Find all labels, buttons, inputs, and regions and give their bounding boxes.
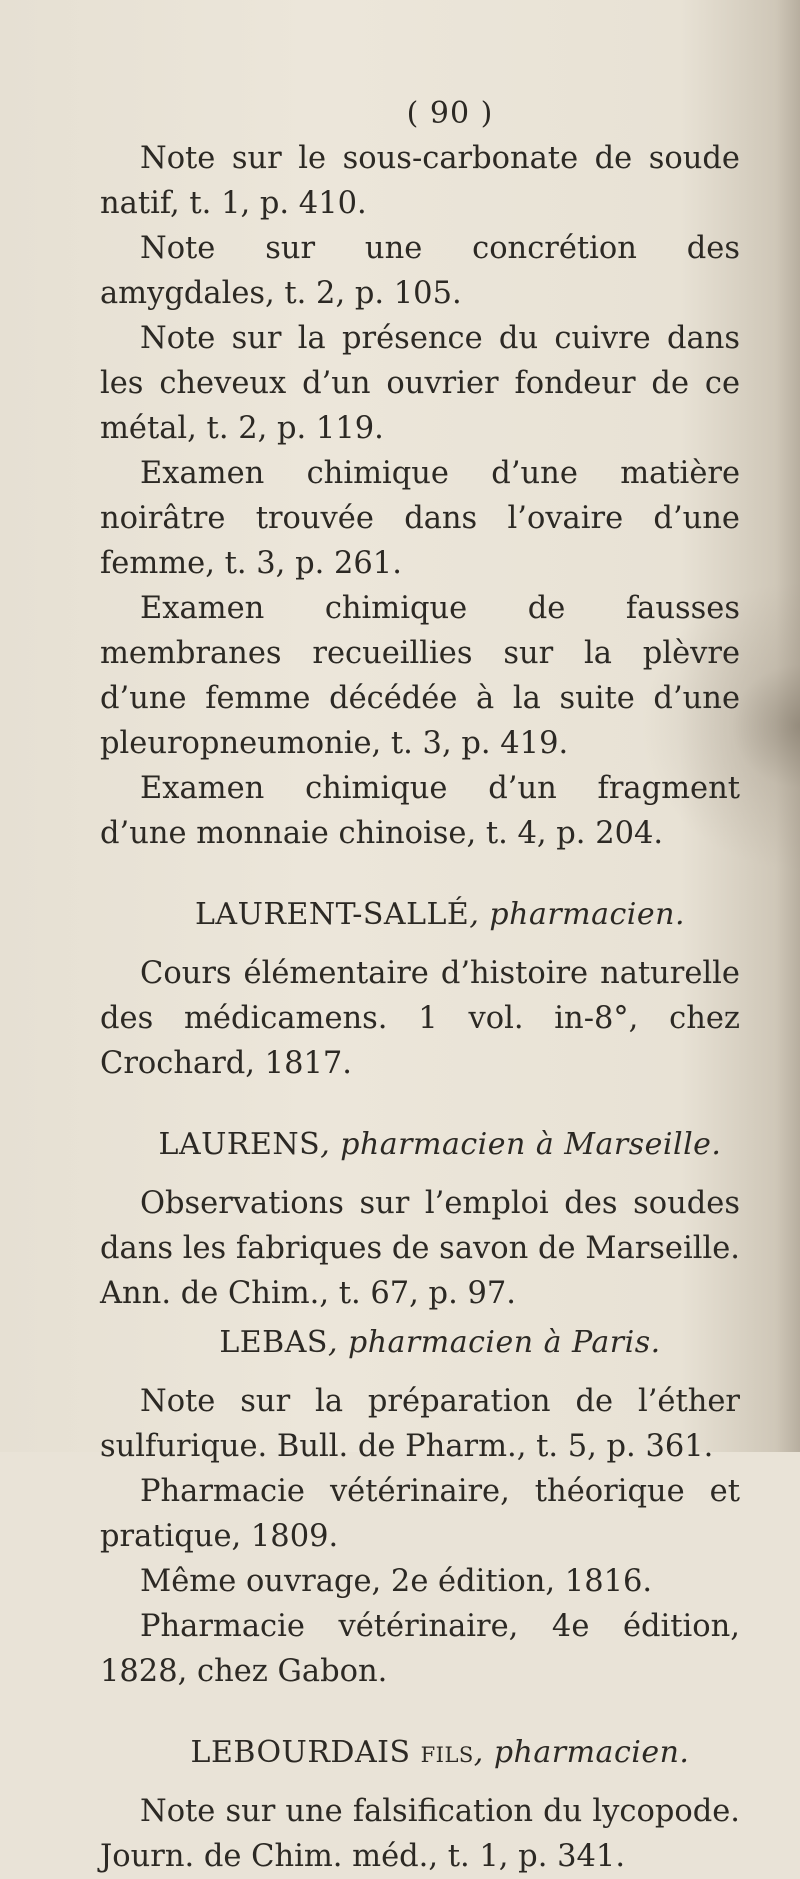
author-title: , pharmacien.	[473, 1735, 690, 1770]
entry-text: Cours élémentaire d’histoire naturelle des médicamens. 1 vol. in-8°, chez Crochard, 1817.	[100, 956, 740, 1081]
author-name: LEBOURDAIS fils	[190, 1735, 474, 1770]
author-heading	[100, 1730, 740, 1775]
entry-text: Même ouvrage, 2e édition, 1816.	[140, 1564, 653, 1599]
entry-text: Examen chimique de fausses membranes recueillies sur la plèvre d’une femme décédée à la suite d’une pleuropneumonie, t. 3, p. 419.	[100, 591, 740, 761]
entry-text: Examen chimique d’un fragment d’une monnaie chinoise, t. 4, p. 204.	[100, 771, 740, 851]
entry-text: Note sur la présence du cuivre dans les cheveux d’un ouvrier fondeur de ce métal, t. 2, p. 119.	[100, 321, 740, 446]
entry-text: Observations sur l’emploi des soudes dans les fabriques de savon de Marseille. Ann. de Chim., t. 67, p. 97.	[100, 1186, 740, 1311]
author-title: , pharmacien à Paris.	[327, 1325, 661, 1360]
author-heading	[100, 1320, 740, 1365]
entry-text: Note sur une concrétion des amygdales, t. 2, p. 105.	[100, 231, 740, 311]
author-name: LEBAS	[219, 1325, 328, 1360]
author-name: LAURENT-SALLÉ	[194, 897, 470, 932]
author-heading	[100, 892, 740, 937]
author-name: LAURENS	[158, 1127, 321, 1162]
entry-text: Pharmacie vétérinaire, 4e édition, 1828, chez Gabon.	[100, 1609, 740, 1689]
entry-text: Examen chimique d’une matière noirâtre trouvée dans l’ovaire d’une femme, t. 3, p. 261.	[100, 456, 740, 581]
entry-text: Note sur le sous-carbonate de soude natif, t. 1, p. 410.	[100, 141, 740, 221]
author-title: , pharmacien.	[469, 897, 686, 932]
author-title: , pharmacien à Marseille.	[320, 1127, 722, 1162]
entry-text: Note sur une falsification du lycopode. Journ. de Chim. méd., t. 1, p. 341.	[100, 1794, 740, 1874]
entry-text: Pharmacie vétérinaire, théorique et pratique, 1809.	[100, 1474, 740, 1554]
page-body	[100, 136, 740, 1879]
entry-text: Note sur la préparation de l’éther sulfurique. Bull. de Pharm., t. 5, p. 361.	[100, 1384, 740, 1464]
page-number: ( 90 )	[406, 96, 494, 131]
author-heading	[100, 1122, 740, 1167]
